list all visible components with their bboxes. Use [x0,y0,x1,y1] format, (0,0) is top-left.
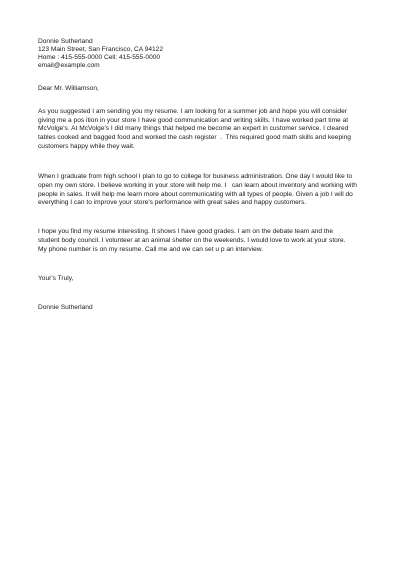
paragraph-2-line: When I graduate from high school I plan to go to college for business administration. One day I would like to [38,173,353,180]
paragraph-1-line: tables cooked and bagged food and worked the cash register . This required good math skills and keeping [38,134,351,141]
paragraph-1-line: McVolge's. At McVolge's I did many things that helped me become an expert in customer service. I cleared [38,125,349,132]
signature: Donnie Sutherland [38,304,93,311]
paragraph-3-line: student body council. I volunteer at an animal shelter on the weekends. I would love to work at your store. [38,237,346,244]
sender-address: 123 Main Street, San Francisco, CA 94122 [38,46,163,53]
paragraph-1-line: giving me a pos ition in your store I have good communication and writing skills. I have worked part time at [38,117,349,124]
salutation: Dear Mr. Williamson, [38,85,99,92]
paragraph-3-line: I hope you find my resume interesting. It shows I have good grades. I am on the debate team and the [38,228,334,235]
sender-email: email@example.com [38,62,100,69]
paragraph-1-line: customers happy while they wait. [38,143,135,150]
sender-phones: Home : 415-555-0000 Cell: 415-555-0000 [38,54,161,61]
paragraph-2-line: people in sales. It will help me learn more about communicating with all types of people. Given a job I will do [38,191,353,198]
paragraph-1-line: As you suggested I am sending you my resume. I am looking for a summer job and hope you will consider [38,108,347,115]
paragraph-2-line: open my own store. I believe working in your store will help me. I can learn about inventory and working with [38,182,357,189]
sender-name: Donnie Sutherland [38,38,93,45]
paragraph-3-line: My phone number is on my resume. Call me and we can set u p an interview. [38,246,264,253]
paragraph-2-line: everything I can to improve your store's performance with great sales and happy customers. [38,199,307,206]
closing: Your's Truly, [38,275,74,282]
